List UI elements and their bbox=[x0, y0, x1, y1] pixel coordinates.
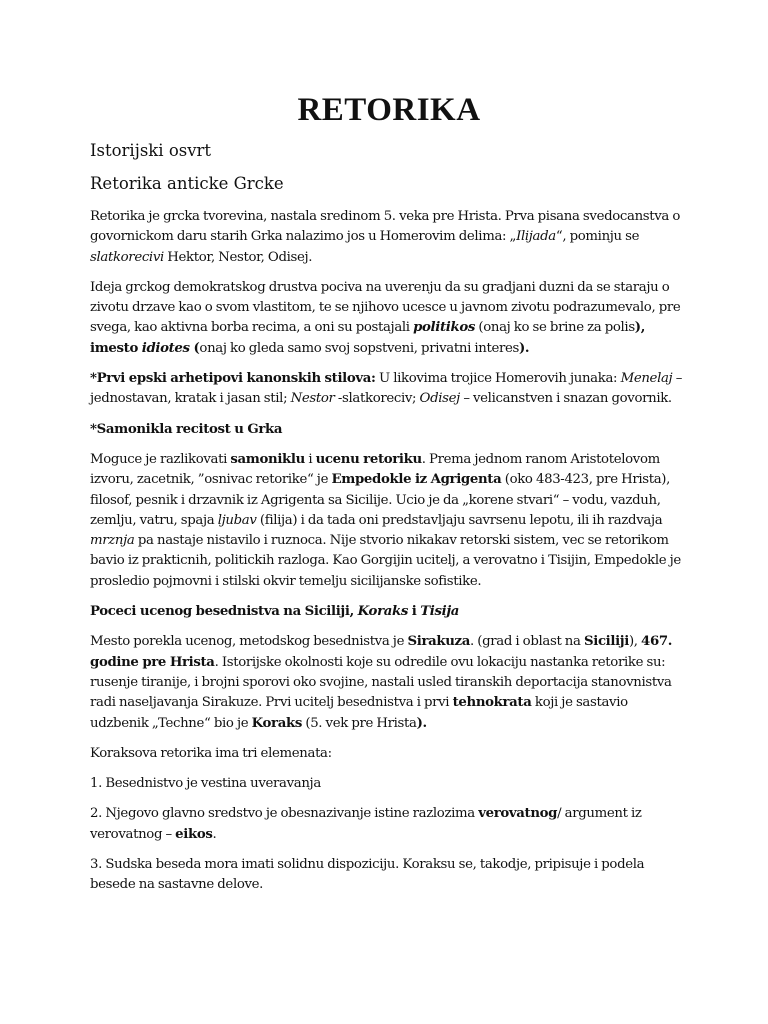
paragraph-syracuse: Mesto porekla ucenog, metodskog besednistva je Sirakuza. (grad i oblast na Siciliji), 467. godine pre Hrista. Istorijske okolnosti koje su odredile ovu lokaciju nastanka retorike su: rusenje tiranije, i brojni sporovi oko svojine, nastali usled tiranskih deportacija stanovnistva radi naseljavanja Sirakuze. Prvi ucitelj besednistva i prvi tehnokrata koji je sastavio udzbenik „Techne“ bio je Koraks (5. vek pre Hrista). bbox=[90, 634, 673, 731]
paragraph-democracy: Ideja grckog demokratskog drustva pociva na uverenju da su gradjani duzni da se staraju o zivotu drzave kao o svom vlastitom, te se njihovo ucesce u javnom zivotu podrazumevalo, pre svega, kao aktivna borba recima, a oni su postajali politikos (onaj ko se brine za polis), imesto idiotes (onaj ko gleda samo svoj sopstveni, privatni interes). bbox=[90, 279, 681, 356]
heading-history: Istorijski osvrt bbox=[90, 141, 212, 160]
paragraph-origin: Retorika je grcka tvorevina, nastala sredinom 5. veka pre Hrista. Prva pisana svedocanstva o govornickom daru starih Grka nalazimo jos u Homerovim delima: „Ilijada“, pominju se slatkorecivi Hektor, Nestor, Odisej. bbox=[90, 209, 681, 265]
heading-native-eloquence: *Samonikla recitost u Grka bbox=[90, 421, 283, 437]
heading-greece: Retorika anticke Grcke bbox=[90, 174, 284, 193]
list-item-2: 2. Njegovo glavno sredstvo je obesnazivanje istine razlozima verovatnog/ argument iz verovatnog – eikos. bbox=[90, 806, 642, 842]
paragraph-archetypes: *Prvi epski arhetipovi kanonskih stilova: U likovima trojice Homerovih junaka: Menelaj – jednostavan, kratak i jasan stil; Nestor -slatkoreciv; Odisej – velicanstven i snazan govornik. bbox=[90, 371, 683, 407]
list-item-3: 3. Sudska beseda mora imati solidnu dispoziciju. Koraksu se, takodje, pripisuje i podela besede na sastavne delove. bbox=[90, 857, 645, 893]
paragraph-elements-intro: Koraksova retorika ima tri elemenata: bbox=[90, 745, 332, 761]
paragraph-empedocles: Moguce je razlikovati samoniklu i ucenu retoriku. Prema jednom ranom Aristotelovom izvoru, zacetnik, ”osnivac retorike“ je Empedokle iz Agrigenta (oko 483-423, pre Hrista), filosof, pesnik i drzavnik iz Agrigenta sa Sicilije. Ucio je da „korene stvari“ – vodu, vazduh, zemlju, vatru, spaja ljubav (filija) i da tada oni predstavljaju savrsenu lepotu, ili ih razdvaja mrznja pa nastaje nistavilo i ruznoca. Nije stvorio nikakav retorski sistem, vec se retorikom bavio iz prakticnih, politickih razloga. Kao Gorgijin ucitelj, a verovatno i Tisijin, Empedokle je prosledio pojmovni i stilski okvir temelju sicilijanske sofistike. bbox=[90, 451, 681, 589]
list-item-1: 1. Besednistvo je vestina uveravanja bbox=[90, 776, 321, 792]
heading-sicily: Poceci ucenog besednistva na Siciliji, Koraks i Tisija bbox=[90, 604, 460, 620]
document-title: RETORIKA bbox=[297, 92, 481, 128]
